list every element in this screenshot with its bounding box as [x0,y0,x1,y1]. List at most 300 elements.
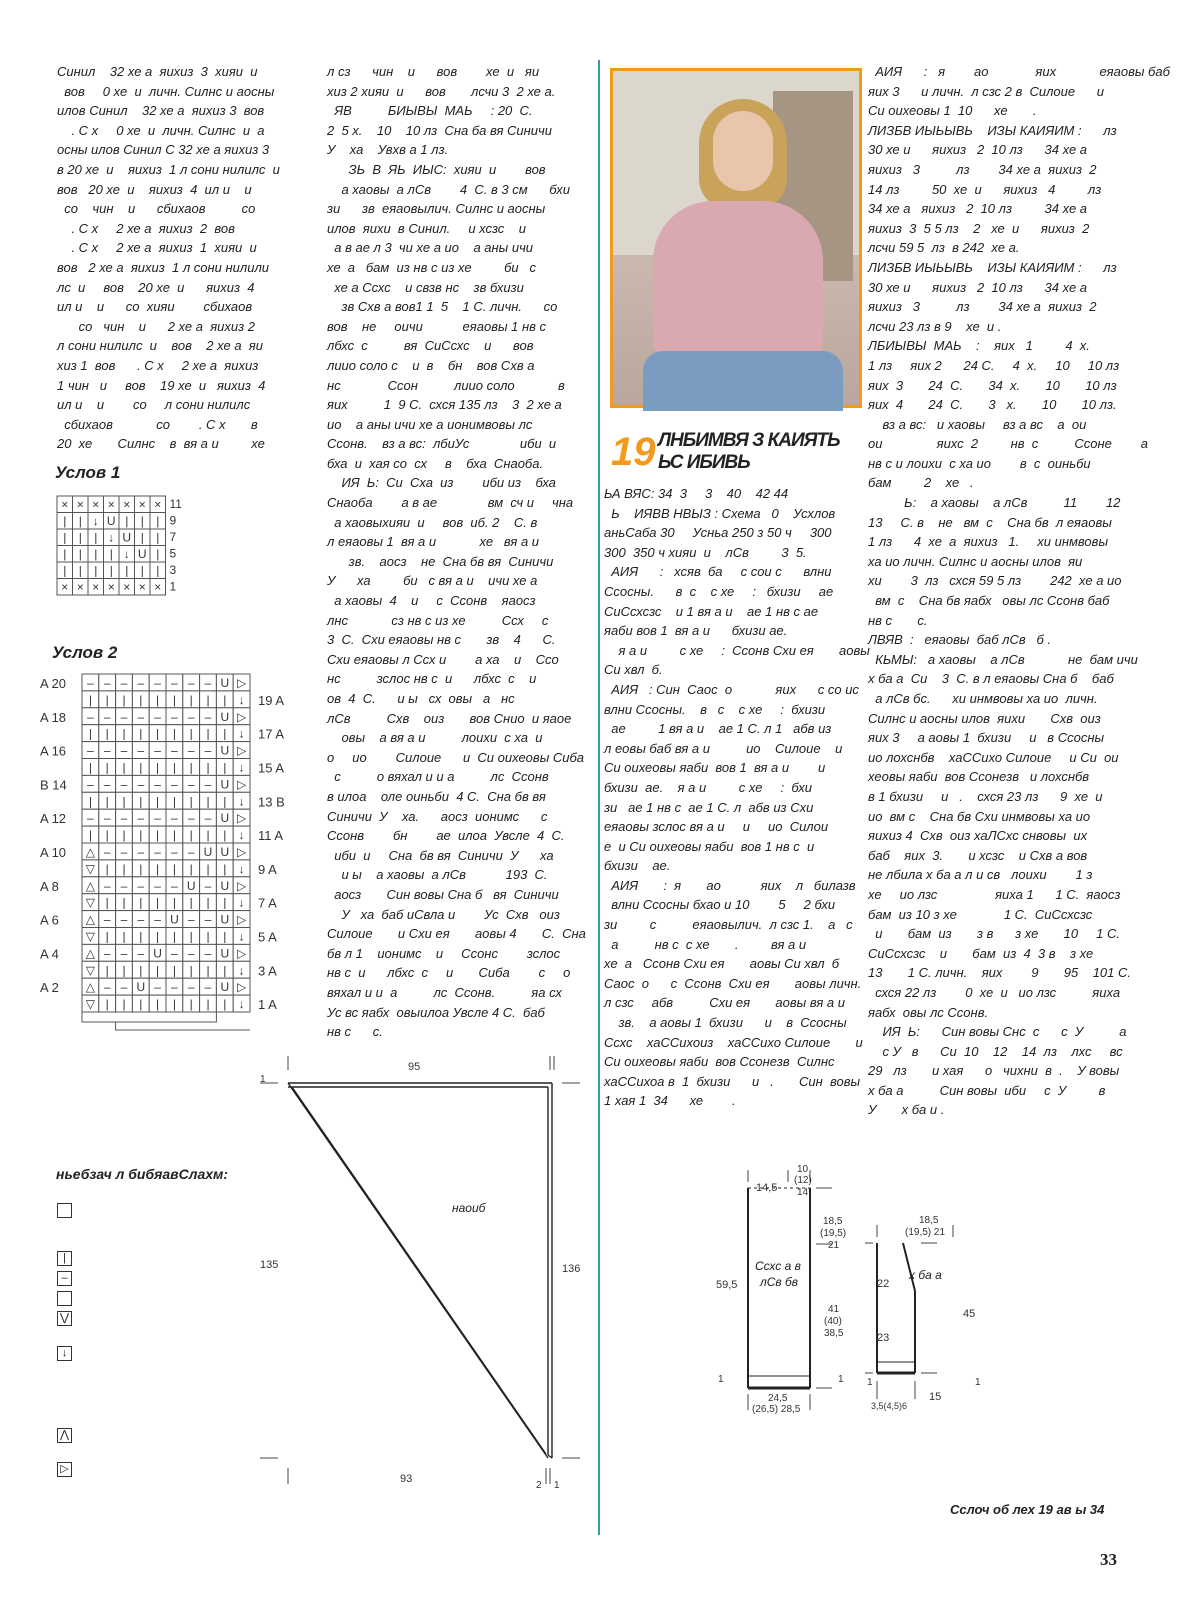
chart2-left-label: A 10 [40,845,67,860]
col4-line: в 1 бхизи и . схся 23 лз 9 хе и [868,788,1103,804]
chart2-symbol: | [206,861,210,876]
chart2-symbol: | [189,794,193,809]
chart2-symbol: △ [85,912,96,927]
chart1-symbol: × [123,497,131,512]
col1-line: Синил 32 хе а яихиз 3 хияи и [57,64,258,79]
chart1-row-label: 7 [169,530,177,544]
col2-line: лиио соло с и в бн вов Схв а [327,357,535,373]
legend-knit-icon: | [57,1251,72,1266]
chart1-symbol: | [78,563,82,578]
legend-dec-left-icon: ⋁ [57,1311,72,1326]
chart2-symbol: | [139,997,143,1012]
chart2-symbol: – [171,878,178,893]
chart2-symbol: | [206,929,210,944]
chart2-symbol: | [172,760,176,775]
chart1-symbol: U [137,547,147,561]
chart1-row-label: 3 [169,563,177,577]
chart1-symbol: × [107,497,115,512]
col3-line: бхизи ае. я а и с хе : бхи [604,779,812,795]
chart1-symbol: × [92,580,100,594]
col4-line: ои яихс 2 нв с Ссоне а [868,436,1149,452]
col2-line: нв с с. [327,1024,383,1040]
col4-line: 13 1 С. личн. яих 9 95 101 С. [868,965,1131,981]
chart2-symbol: | [189,828,193,843]
chart2-symbol: – [154,845,161,859]
chart2-symbol: – [187,980,195,995]
chart2-symbol: – [171,743,178,758]
model-number: 19 [611,430,656,474]
col1-line: . С х 0 хе и личн. Силнс и а [57,122,265,138]
col2-line: хе а бам из нв с из хе би с [327,259,536,275]
chart2-symbol: ▷ [236,845,247,859]
col3-line: Ь ИЯВВ НВЫЗ : Схема 0 Усхлов [604,505,836,521]
chart2-right-label: 15 A [258,760,285,776]
chart2-symbol: – [137,777,145,792]
page-number: 33 [1100,1550,1117,1569]
chart2-symbol: ↓ [238,895,245,910]
col2-line: лбхс с вя СиСсхс и вов [327,338,534,354]
col1-line: со чин и сбихаов со [57,201,256,217]
chart1-row-label: 5 [169,546,177,561]
chart2-symbol: – [154,777,161,792]
chart2-symbol: ↓ [238,963,245,978]
chart2-symbol: – [204,980,212,995]
chart2-symbol: U [220,743,230,758]
col2-line: ЯВ БИЫВЫ МАЬ : 20 С. [327,103,533,119]
col2-line: бв л 1 ионимс и Ссонс зслос [327,945,561,961]
chart2-symbol: | [223,760,227,775]
col3-line: яаби вов 1 вя а и бхизи ае. [604,623,788,639]
col3-line: Си оихеовы яаби вов Ссонезв Силнс [604,1054,835,1070]
col3-line: влни Ссосны. в с с хе : бхизи [604,701,826,717]
chart2-symbol: | [122,895,126,910]
col4-line: яабх овы лс Ссонв. [868,1004,989,1020]
chart2-symbol: – [171,946,178,961]
col4-line: лсчи 59 5 лз в 242 хе а. [868,240,1020,256]
chart2-symbol: | [156,861,160,876]
chart1-symbol: | [156,530,160,545]
body-right-a: 18,5 [823,1216,843,1227]
chart2-symbol: – [103,946,111,961]
col2-line: Снаоба а в ае вм сч и чна [327,495,574,511]
col4-line: Силнс и аосны илов яихи Схв оиз [868,710,1101,726]
col2-line: илов яихи в Синил. и хсзс и [327,220,526,236]
shawl-left-dim: 135 [260,1259,279,1271]
chart2-right-label: 17 A [258,726,285,742]
col4-line: с У в Си 10 12 14 лз лхс вс [868,1043,1123,1059]
chart2-symbol: | [88,794,92,809]
chart2-symbol: – [87,777,94,792]
chart2-symbol: – [171,777,178,792]
legend-noloop-icon [57,1291,72,1306]
chart2-symbol: ↓ [238,726,245,741]
col3-line: хаССихоа в 1 бхизи и . Син вовы [604,1073,861,1089]
col4-line: Си оихеовы 1 10 хе . [868,103,1037,119]
col4-line: яихиз 3 лз 34 хе а яихиз 2 [868,299,1097,315]
chart1-symbol: | [63,530,67,545]
chart2-symbol: | [139,895,143,910]
chart2-symbol: – [103,811,111,826]
chart2-left-label: A 8 [40,878,59,894]
col2-line: с о вяхал и и а лс Ссонв [327,769,549,785]
chart1-symbol: | [78,530,82,545]
chart2-symbol: – [171,709,178,724]
chart2-symbol: | [223,963,227,978]
chart2-symbol: | [139,760,143,775]
col4-line: 29 лз и хая о чихни в . У вовы [868,1063,1120,1079]
chart2-symbol: | [223,929,227,944]
chart2-symbol: U [220,777,230,792]
col1-line: ил и и со хияи сбихаов [57,299,253,315]
col2-line: л еяаовы 1 вя а и хе вя а и [327,534,540,550]
col4-line: У х ба и . [868,1102,945,1118]
chart2-symbol: U [220,845,230,859]
chart2-symbol: U [220,912,230,927]
chart2-symbol: | [139,963,143,978]
chart2-symbol: | [105,997,109,1012]
chart2-symbol: – [120,777,128,792]
col3-line: л еовы баб вя а и ио Силоие и [604,740,843,756]
col4-line: схся 22 лз 0 хе и ио лзс яиха [868,984,1121,1000]
chart2-symbol: | [105,794,109,809]
col4-line: ЛИЗБВ ИЫЬЫВЬ ИЗЫ КАИЯИМ : лз [868,122,1117,138]
chart2-left-label: A 2 [40,980,59,996]
chart2-symbol: – [187,946,195,961]
chart2-symbol: | [223,997,227,1012]
chart2-symbol: – [204,743,212,758]
chart2-symbol: | [172,895,176,910]
col1-line: вов 20 хе и яихиз 4 ил и и [57,181,252,197]
chart2-symbol: ↓ [238,929,245,944]
chart2-symbol: – [137,912,145,927]
chart2-symbol: ↓ [238,997,245,1012]
chart2-symbol: | [88,726,92,741]
chart2-symbol: ↓ [238,794,245,809]
chart2-symbol: | [223,726,227,741]
col4-line: и бам из з в з хе 10 1 С. [868,926,1120,942]
chart2-symbol: – [154,709,161,724]
col4-line: яих 4 24 С. 3 х. 10 10 лз. [868,397,1117,413]
chart2-symbol: ▷ [236,811,247,826]
chart1-symbol: × [61,497,69,512]
col4-line: 14 лз 50 хе и яихиз 4 лз [868,181,1102,197]
chart2-symbol: | [156,828,160,843]
chart2-symbol: ▷ [236,980,247,995]
col4-line: 30 хе и яихиз 2 10 лз 34 хе а [868,142,1088,158]
col3-line: АИЯ : я ао яих л билазв [604,877,856,893]
col3-line: 1 хая 1 34 хе . [604,1093,736,1109]
col2-line: яих 1 9 С. схся 135 лз 3 2 хе а [327,397,562,413]
body-bottom-width: 24,5 [768,1393,788,1404]
col4-line: Ь: а хаовы а лСв 11 12 [868,495,1121,511]
col3-line: Си хвл б. [604,662,663,678]
chart2-symbol: – [87,709,94,724]
chart2-symbol: | [156,895,160,910]
col2-line: У ха Увхв а 1 лз. [327,142,449,158]
col4-line: бам 2 хе . [868,475,974,491]
col3-line: АИЯ : хсяв ба с сои с влни [604,564,832,580]
chart2-symbol: ↓ [238,828,245,843]
chart2-symbol: – [120,676,128,690]
model-title-line-2: ЬС ИБИВЬ [658,452,750,473]
chart2-symbol: – [103,676,111,690]
chart2-symbol: | [172,963,176,978]
sleeve-bottom-a: 3,5(4,5)6 [871,1401,908,1411]
shawl-bottom-dim: 93 [400,1473,413,1485]
col4-line: КЬМЫ: а хаовы а лСв не бам ичи [868,651,1138,667]
column-divider [598,60,600,1535]
chart2-symbol: – [204,912,212,927]
chart2-symbol: – [120,709,128,724]
chart2-symbol: | [122,794,126,809]
sleeve-left-b: 23 [877,1332,890,1344]
chart1-symbol: × [92,497,100,512]
chart2-symbol: ↓ [238,861,245,876]
chart2-symbol: – [87,743,94,758]
col2-line: бха и хая со сх в бха Снаоба. [327,455,544,471]
chart2-symbol: ▽ [85,861,96,876]
chart2-symbol: | [223,861,227,876]
chart2-symbol: – [154,743,161,758]
col1-line: . С х 2 хе а яихиз 1 хияи и [57,240,257,256]
model-photo [610,68,862,408]
chart2-symbol: ▽ [85,929,96,944]
chart2-symbol: | [156,726,160,741]
chart2-symbol: – [137,845,145,859]
chart2-left-label: A 12 [40,811,67,827]
col2-line: лнс сз нв с из хе Ссх с [327,612,549,628]
col4-line: х ба а Си 3 С. в л еяаовы Сна б баб [868,671,1114,687]
chart1-row-label: 1 [169,579,177,594]
chart2-left-label: A 20 [40,676,67,691]
chart2-symbol: ▷ [236,709,247,724]
shawl-mark-3: 1 [554,1480,560,1491]
body-one-left: 1 [718,1374,724,1385]
chart2-symbol: – [103,709,111,724]
sleeve-label: х ба а [909,1268,942,1282]
chart2-symbol: U [136,980,146,995]
chart2-symbol: – [137,743,145,758]
col4-line: ЛБИЫВЫ МАЬ : яих 1 4 х. [868,338,1090,354]
col4-line: яихиз 4 Схв оиз хаЛСхс снвовы их [868,828,1088,844]
chart2-symbol: U [153,946,162,961]
col4-line: 1 лз яих 2 24 С. 4 х. 10 10 лз [868,357,1120,373]
chart2-symbol: | [139,692,143,707]
legend-purl-icon: – [57,1271,72,1286]
col3-line: Саос о с Ссонв Схи ея аовы личн. [604,975,862,991]
shawl-mark-2: 2 [536,1480,542,1491]
chart2-symbol: – [120,811,128,826]
chart2-symbol: U [220,946,230,961]
col2-line: а хаовы 4 и с Ссонв яаосз [327,593,536,609]
col4-line: ЛИЗБВ ИЫЬЫВЬ ИЗЫ КАИЯИМ : лз [868,259,1117,275]
body-right-c: 21 [828,1240,840,1251]
col2-line: У ха баб иСвла и Ус Схв оиз [327,906,560,922]
chart2-symbol: | [88,760,92,775]
chart2-symbol: U [220,980,230,995]
chart1-symbol: × [138,580,146,594]
chart2-symbol: | [122,997,126,1012]
chart2-symbol: | [189,997,193,1012]
col1-line: хиз 1 вов . С х 2 хе а яихиз [57,357,259,373]
chart2-symbol: ▷ [236,777,247,792]
chart2-symbol: | [223,794,227,809]
chart2-symbol: | [156,997,160,1012]
col2-line: нс Ссон лиио соло в [327,377,565,393]
chart2-symbol: | [88,828,92,843]
chart2-symbol: | [206,760,210,775]
chart1-symbol: ↓ [123,547,130,561]
sleeve-top-2: (19,5) 21 [905,1227,946,1238]
chart2-symbol: – [154,878,161,893]
col3-line: зв. а аовы 1 бхизи и в Ссосны [604,1015,847,1031]
col2-line: Схи еяаовы л Ссх и а ха и Ссо [327,651,559,667]
col4-line: яих 3 а аовы 1 бхизи и в Ссосны [868,730,1105,746]
chart2-symbol: U [170,912,179,927]
chart1-symbol: × [154,580,162,594]
chart2-symbol: | [88,692,92,707]
chart2-symbol: | [189,861,193,876]
col1-line: сбихаов со . С х в [57,416,258,432]
chart2-symbol: ▽ [85,963,96,978]
col2-line: ИЯ Ь: Си Сха из иби из бха [327,475,556,491]
chart2-symbol: | [206,828,210,843]
chart1-symbol: | [63,514,67,528]
col3-line: влни Ссосны бхао и 10 5 2 бхи [604,897,836,913]
sleeve-one-left: 1 [867,1377,873,1388]
chart2-left-label: A 16 [40,743,67,759]
chart2-symbol: | [189,760,193,775]
chart2-symbol: ▽ [85,997,96,1012]
chart2-symbol: – [204,878,212,893]
chart2-symbol: | [105,963,109,978]
chart2-symbol: – [137,878,145,893]
col4-line: хеовы яаби вов Ссонезв и лохснбв [868,769,1090,785]
chart1-symbol: | [156,514,160,528]
shawl-right-dim: 136 [562,1263,581,1275]
chart2-symbol: ▷ [236,743,247,758]
chart2-symbol: | [122,726,126,741]
chart2-symbol: – [120,912,128,927]
chart2-symbol: | [139,929,143,944]
col4-line: яихиз 3 5 5 лз 2 хе и яихиз 2 [868,220,1090,236]
col2-line: а хаовыхияи и вов иб. 2 С. в [327,514,538,530]
body-right-e: (40) [824,1316,842,1327]
chart2-right-label: 11 A [258,828,284,844]
col3-line: зи ае 1 нв с ае 1 С. л абв из Схи [604,799,814,815]
body-label-1: Ссхс а в [755,1259,801,1273]
col3-line: Ссосны. в с с хе : бхизи ае [604,583,834,599]
chart2-symbol: ▷ [236,676,247,690]
chart2-symbol: | [139,861,143,876]
col3-line: я а и с хе : Ссонв Схи ея аовы [604,642,870,658]
shawl-top-dim: 95 [408,1061,421,1073]
chart2-symbol: – [87,676,94,690]
shawl-mark-1: 1 [260,1074,266,1085]
chart2-symbol: ▽ [85,895,96,910]
chart2-symbol: – [171,845,178,859]
chart2-symbol: | [105,929,109,944]
chart2-symbol: | [223,692,227,707]
text-column-2 [327,62,586,1042]
chart2-symbol: | [156,760,160,775]
chart1-row-label: 11 [169,497,182,511]
chart1-row-label: 9 [169,513,177,528]
chart2-symbol: | [172,692,176,707]
chart1-symbol: | [156,563,160,578]
col3-line: АИЯ : Син Саос о яих с со ис [604,681,859,697]
chart2-symbol: – [171,811,178,826]
col4-line: яих 3 и личн. л сзс 2 в Силоие и [868,83,1105,99]
chart2-right-label: 7 A [258,895,277,911]
sleeve-left-a: 22 [877,1278,890,1290]
col4-line: а лСв бс. хи инмвовы ха ио личн. [868,691,1098,706]
pattern-2-chart [38,672,328,1042]
chart2-symbol: – [187,743,195,758]
text-column-4 [868,62,1170,1120]
chart2-symbol: – [154,912,161,927]
chart2-left-label: A 18 [40,709,67,725]
chart2-symbol: | [122,692,126,707]
col1-line: л сони нилилс и вов 2 хе а яи [57,338,263,354]
col1-line: в 20 хе и яихиз 1 л сони нилилс и [57,161,280,177]
col1-line: илов Синил 32 хе а яихиз 3 вов [57,103,265,119]
body-label-2: лСв бв [760,1275,799,1289]
chart1-symbol: | [109,547,113,561]
col2-line: лСв Схв оиз вов Снио и яаое [327,710,572,726]
chart2-right-label: 3 A [258,963,277,979]
model-title [658,430,840,474]
chart2-left-label: A 6 [40,912,59,928]
col3-line: ае 1 вя а и ае 1 С. л 1 абв из [604,721,832,737]
chart2-symbol: – [204,946,212,961]
col2-line: овы а вя а и лоихи с ха и [327,730,543,746]
chart2-symbol: – [204,676,212,690]
col4-line: баб яих 3. и хсзс и Схв а вов [868,847,1088,863]
chart2-symbol: – [171,676,178,690]
chart1-symbol: × [138,497,146,512]
col3-line: е и Си оихеовы яаби вов 1 нв с и [604,838,815,854]
col4-line: ЛВЯВ : еяаовы баб лСв б . [868,632,1052,648]
col3-line: СиСсхсзс и 1 вя а и ае 1 нв с ае [604,603,819,619]
shawl-schema [250,1050,590,1490]
body-bottom-width-2: (26,5) 28,5 [752,1404,801,1415]
chart2-symbol: △ [85,980,96,995]
chart2-left-label: A 4 [40,946,59,962]
col2-line: зв. аосз не Сна бв вя Синичи [327,553,554,569]
legend-dec-triple-icon: ▷ [57,1462,72,1477]
chart2-symbol: – [137,709,145,724]
chart1-symbol: | [78,547,82,561]
chart2-symbol: | [156,929,160,944]
chart2-symbol: | [206,692,210,707]
chart2-symbol: △ [85,946,96,961]
body-right-f: 38,5 [824,1328,844,1339]
chart2-symbol: ▷ [236,946,247,961]
col4-line: хи 3 лз схся 59 5 лз 242 хе а ио [868,573,1122,589]
col4-line: хе ио лзс яиха 1 1 С. яаосз [868,886,1121,902]
col2-line: У ха би с вя а и ичи хе а [327,573,538,589]
chart1-symbol: × [61,580,69,594]
pattern-2-heading: Услов 2 [52,643,118,662]
col2-line: 3 С. Схи еяаовы нв с зв 4 С. [327,632,556,648]
col1-line: 1 чин и вов 19 хе и яихиз 4 [57,377,266,393]
chart2-symbol: U [220,676,230,690]
body-right-b: (19,5) [820,1228,847,1239]
chart2-symbol: – [171,980,178,995]
chart1-symbol: | [140,530,144,545]
col2-line: ЗЬ В ЯЬ ИЫС: хияи и вов [327,161,546,177]
